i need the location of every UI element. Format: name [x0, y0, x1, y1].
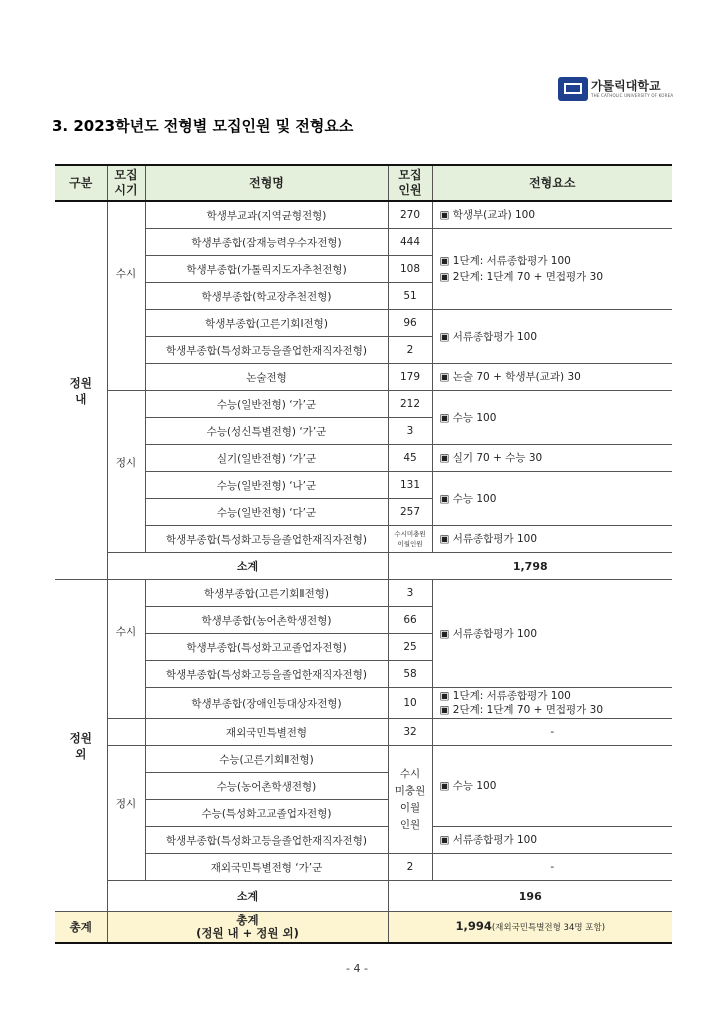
track-name: 학생부종합(학교장추천전형) — [145, 283, 388, 310]
table-row — [55, 229, 672, 256]
track-name: 학생부종합(고른기회Ⅰ전형) — [145, 310, 388, 337]
category-inner: 정원 내 — [55, 201, 107, 580]
table-row — [55, 310, 672, 337]
track-count: 45 — [388, 445, 432, 472]
subtotal-value: 1,798 — [388, 553, 672, 580]
table-row — [55, 827, 672, 854]
table-row — [55, 391, 672, 418]
table-row — [55, 526, 672, 553]
track-name: 학생부종합(특성화고등을졸업한재직자전형) — [145, 827, 388, 854]
track-elements: ▣ 서류종합평가 100 — [432, 580, 672, 688]
track-count: 212 — [388, 391, 432, 418]
track-elements: - — [432, 854, 672, 881]
track-count: 131 — [388, 472, 432, 499]
track-count: 2 — [388, 854, 432, 881]
track-name: 수능(특성화고교졸업자전형) — [145, 800, 388, 827]
section-title: 3. 2023학년도 전형별 모집인원 및 전형요소 — [52, 117, 354, 135]
header-count: 모집 인원 — [388, 165, 432, 201]
track-count: 179 — [388, 364, 432, 391]
track-name: 학생부종합(특성화고등을졸업한재직자전형) — [145, 526, 388, 553]
table-header-row — [55, 165, 672, 201]
track-elements: - — [432, 719, 672, 746]
table-row — [55, 854, 672, 881]
track-count: 444 — [388, 229, 432, 256]
subtotal-label: 소계 — [107, 553, 388, 580]
logo-name: 가톨릭대학교 — [591, 79, 661, 93]
period-susi: 수시 — [107, 580, 145, 719]
period-jeongsi: 정시 — [107, 391, 145, 553]
track-count: 66 — [388, 607, 432, 634]
university-emblem-icon — [558, 77, 588, 101]
track-elements: ▣ 학생부(교과) 100 — [432, 201, 672, 229]
logo-subtitle: THE CATHOLIC UNIVERSITY OF KOREA — [591, 93, 674, 98]
table-row — [55, 201, 672, 229]
admission-table — [55, 164, 672, 944]
track-count: 3 — [388, 418, 432, 445]
track-name: 재외국민특별전형 ‘가’군 — [145, 854, 388, 881]
category-outer: 정원 외 — [55, 580, 107, 912]
table-row — [55, 580, 672, 607]
university-logo — [558, 77, 673, 101]
subtotal-value: 196 — [388, 881, 672, 912]
track-name: 학생부종합(특성화고교졸업자전형) — [145, 634, 388, 661]
track-elements: ▣ 서류종합평가 100 — [432, 310, 672, 364]
track-count: 수시 미충원 이월 인원 — [388, 746, 432, 854]
track-count: 257 — [388, 499, 432, 526]
track-elements: ▣ 1단계: 서류종합평가 100 ▣ 2단계: 1단계 70 + 면접평가 30 — [432, 229, 672, 310]
track-count: 수시미충원 이월인원 — [388, 526, 432, 553]
table-row — [55, 746, 672, 773]
table-row — [55, 472, 672, 499]
track-elements: ▣ 수능 100 — [432, 746, 672, 827]
track-name: 학생부종합(장애인등대상자전형) — [145, 688, 388, 719]
track-elements: ▣ 수능 100 — [432, 391, 672, 445]
track-count: 2 — [388, 337, 432, 364]
track-name: 수능(고른기회Ⅱ전형) — [145, 746, 388, 773]
track-elements: ▣ 1단계: 서류종합평가 100 ▣ 2단계: 1단계 70 + 면접평가 30 — [432, 688, 672, 719]
subtotal-row — [55, 881, 672, 912]
period-empty — [107, 719, 145, 746]
table-row — [55, 688, 672, 719]
page-number: - 4 - — [346, 962, 368, 975]
track-count: 58 — [388, 661, 432, 688]
header-elements: 전형요소 — [432, 165, 672, 201]
total-row — [55, 912, 672, 944]
track-elements: ▣ 실기 70 + 수능 30 — [432, 445, 672, 472]
total-description: 총계 (정원 내 + 정원 외) — [107, 912, 388, 944]
table-row — [55, 445, 672, 472]
track-name: 실기(일반전형) ‘가’군 — [145, 445, 388, 472]
period-susi: 수시 — [107, 201, 145, 391]
total-value-cell — [388, 912, 672, 944]
track-count: 3 — [388, 580, 432, 607]
track-name: 수능(일반전형) ‘다’군 — [145, 499, 388, 526]
header-name: 전형명 — [145, 165, 388, 201]
subtotal-row — [55, 553, 672, 580]
track-count: 25 — [388, 634, 432, 661]
track-count: 108 — [388, 256, 432, 283]
track-name: 학생부종합(고른기회Ⅱ전형) — [145, 580, 388, 607]
track-elements: ▣ 서류종합평가 100 — [432, 526, 672, 553]
total-note: (재외국민특별전형 34명 포함) — [491, 922, 606, 933]
track-name: 논술전형 — [145, 364, 388, 391]
total-label: 총계 — [55, 912, 107, 944]
table-row — [55, 364, 672, 391]
header-category: 구분 — [55, 165, 107, 201]
track-count: 270 — [388, 201, 432, 229]
total-value: 1,994 — [455, 918, 492, 933]
track-elements: ▣ 논술 70 + 학생부(교과) 30 — [432, 364, 672, 391]
track-name: 학생부종합(특성화고등을졸업한재직자전형) — [145, 661, 388, 688]
track-elements: ▣ 서류종합평가 100 — [432, 827, 672, 854]
period-jeongsi: 정시 — [107, 746, 145, 881]
track-name: 학생부종합(농어촌학생전형) — [145, 607, 388, 634]
track-name: 수능(성신특별전형) ‘가’군 — [145, 418, 388, 445]
track-name: 재외국민특별전형 — [145, 719, 388, 746]
track-count: 32 — [388, 719, 432, 746]
subtotal-label: 소계 — [107, 881, 388, 912]
track-name: 학생부종합(특성화고등을졸업한재직자전형) — [145, 337, 388, 364]
track-count: 96 — [388, 310, 432, 337]
track-name: 수능(일반전형) ‘나’군 — [145, 472, 388, 499]
track-name: 학생부종합(잠재능력우수자전형) — [145, 229, 388, 256]
track-count: 51 — [388, 283, 432, 310]
track-count: 10 — [388, 688, 432, 719]
track-name: 수능(농어촌학생전형) — [145, 773, 388, 800]
track-name: 학생부교과(지역균형전형) — [145, 201, 388, 229]
header-period: 모집 시기 — [107, 165, 145, 201]
track-name: 수능(일반전형) ‘가’군 — [145, 391, 388, 418]
table-row — [55, 719, 672, 746]
track-elements: ▣ 수능 100 — [432, 472, 672, 526]
track-name: 학생부종합(가톨릭지도자추천전형) — [145, 256, 388, 283]
